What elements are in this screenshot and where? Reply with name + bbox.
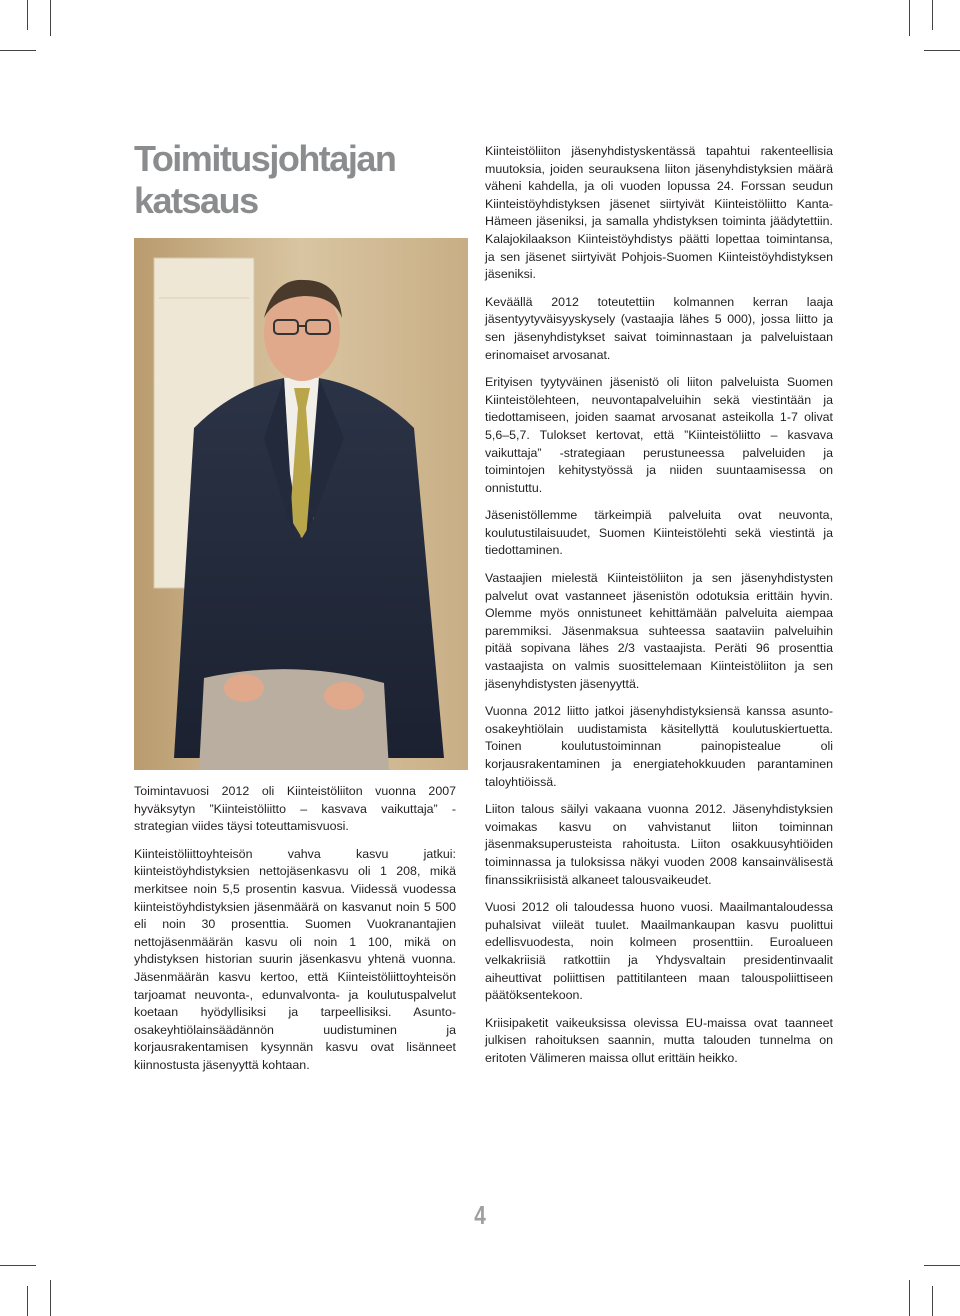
crop-mark xyxy=(909,1280,910,1316)
paragraph: Liiton talous säilyi vakaana vuonna 2012. Jäsenyhdistyksien voimakas kasvu on vahvistanut liiton toiminnan jäsenmaksuperusteista rahoitusta. Liiton osakkuusyhtiöiden toiminnassa ja tuloksissa näkyi vuoden 2008 kansainvälisestä finanssikriisistä alkaneet talousvaikeudet. xyxy=(485,802,833,887)
paragraph: Vastaajien mielestä Kiinteistöliiton ja sen jäsenyhdistysten palvelut ovat vastanneet jäsenistön odotuksia erittäin hyvin. Olemme myös onnistuneet kehittämään palveluita aiempaa paremmiksi. Jäsenmaksua suhteessa saataviin palveluihin pitää sopivana lähes 2/3 vastaajista. Peräti 96 prosenttia vastaajista on valmis suosittelemaan Kiinteistöliiton ja sen jäsenyhdistysten jäsenyyttä. xyxy=(485,571,833,691)
crop-mark xyxy=(0,1265,36,1266)
paragraph: Kiinteistöliittoyhteisön vahva kasvu jatkui: kiinteistöyhdistyksien nettojäsenkasvu oli 1 208, mikä merkitsee noin 5,5 prosentin kasvua. Viidessä vuodessa kiinteistöyhdistyksien jäsenmäärä on kasvanut noin 5 500 eli noin 30 prosenttia. Suomen Vuokranantajien nettojäsenmäärän kasvu oli noin 1 100, mikä on yhdistyksen historian suurin jäsenkasvu yhtenä vuonna. Jäsenmäärän kasvu kertoo, että Kiinteistöliittoyhteisön tarjoamat neuvonta-, edunvalvonta- ja koulutuspalvelut koetaan hyödyllisiksi ja tarpeellisiksi. Asunto-osakeyhtiölainsäädännön uudistuminen ja korjausrakentamisen kysynnän kasvu ovat lisänneet kiinnostusta jäsenyyttä kohtaan. xyxy=(134,846,456,1072)
crop-mark xyxy=(27,0,28,30)
page-title xyxy=(134,138,464,222)
paragraph: Toimintavuosi 2012 oli Kiinteistöliiton vuonna 2007 hyväksytyn ”Kiinteistöliitto – kasvava vaikuttaja” -strategian viides täysi toteuttamisvuosi. xyxy=(134,784,456,834)
paragraph: Kiinteistöliiton jäsenyhdistyskentässä tapahtui rakenteellisia muutoksia, joiden seurauksena liiton jäsenyhdistyksien määrä väheni kahdella, ja oli vuoden lopussa 24. Forssan seudun Kiinteistöyhdistyksen jäsenet siirtyivät Kiinteistöliitto Kanta-Hämeen jäseniksi, ja samalla yhdistyksen toiminta jäädytettiin. Kalajokilaakson Kiinteistöyhdistys päätti lopettaa toimintansa, ja sen jäsenet siirtyivät Pohjois-Suomen Kiinteistöyhdistyksen jäseniksi. xyxy=(485,144,833,282)
page-title-line-1: Toimitusjohtajan xyxy=(134,138,396,179)
paragraph: Jäsenistöllemme tärkeimpiä palveluita ovat neuvonta, koulutustilaisuudet, Suomen Kiinteistölehti sekä viestintä ja tiedottaminen. xyxy=(485,508,833,558)
paragraph: Kriisipaketit vaikeuksissa olevissa EU-maissa ovat taanneet julkisen rahoituksen saannin, mutta talouden tunnelma on eritoten Välimeren maissa ollut erittäin heikko. xyxy=(485,1015,833,1065)
crop-mark xyxy=(909,0,910,36)
paragraph: Vuosi 2012 oli taloudessa huono vuosi. Maailmantaloudessa puhalsivat viileät tuulet. Maailmankaupan kasvu puolittui edellisvuodesta, noin kolmeen prosenttiin. Euroalueen velkakriisiä ratkottiin ja Yhdysvaltain presidentinvaalit aiheuttivat poliittisen pattitilanteen maan talouspoliittiseen päätöksentekoon. xyxy=(485,900,833,1003)
paragraph: Keväällä 2012 toteutettiin kolmannen kerran laaja jäsentyytyväisyyskysely (vastaajia lähes 5 000), jossa liitto ja sen jäsenyhdistykset saivat toiminnastaan ja palveluistaan erinomaiset arvosanat. xyxy=(485,294,833,362)
crop-mark xyxy=(932,0,933,30)
crop-mark xyxy=(932,1286,933,1316)
page-number: 4 xyxy=(474,1200,486,1230)
right-text-column xyxy=(485,143,833,1078)
crop-mark xyxy=(924,1265,960,1266)
left-text-column xyxy=(134,783,456,1085)
crop-mark xyxy=(50,0,51,36)
page-title-line-2: katsaus xyxy=(134,180,258,221)
crop-mark xyxy=(924,50,960,51)
paragraph: Vuonna 2012 liitto jatkoi jäsenyhdistyksiensä kanssa asunto-osakeyhtiölain uudistamista käsitellyttä koulutuskiertuetta. Toinen koulutustoiminnan painopistealue oli korjausrakentaminen ja energiatehokkuuden parantaminen taloyhtiöissä. xyxy=(485,704,833,789)
portrait-photo xyxy=(134,238,468,770)
paragraph: Erityisen tyytyväinen jäsenistö oli liiton palveluista Suomen Kiinteistölehteen, neuvontapalveluihin sekä viestintään ja tiedottamiseen, joiden saamat arvosanat asteikolla 1-7 olivat 5,6–5,7. Tulokset kertovat, että ”Kiinteistöliitto – kasvava vaikuttaja” -strategiaan perustuneessa palveluiden ja toimintojen kehitystyössä ja niiden suuntaamisessa on onnistuttu. xyxy=(485,375,833,495)
crop-mark xyxy=(27,1286,28,1316)
crop-mark xyxy=(0,50,36,51)
crop-mark xyxy=(50,1280,51,1316)
portrait-illustration xyxy=(134,238,468,770)
